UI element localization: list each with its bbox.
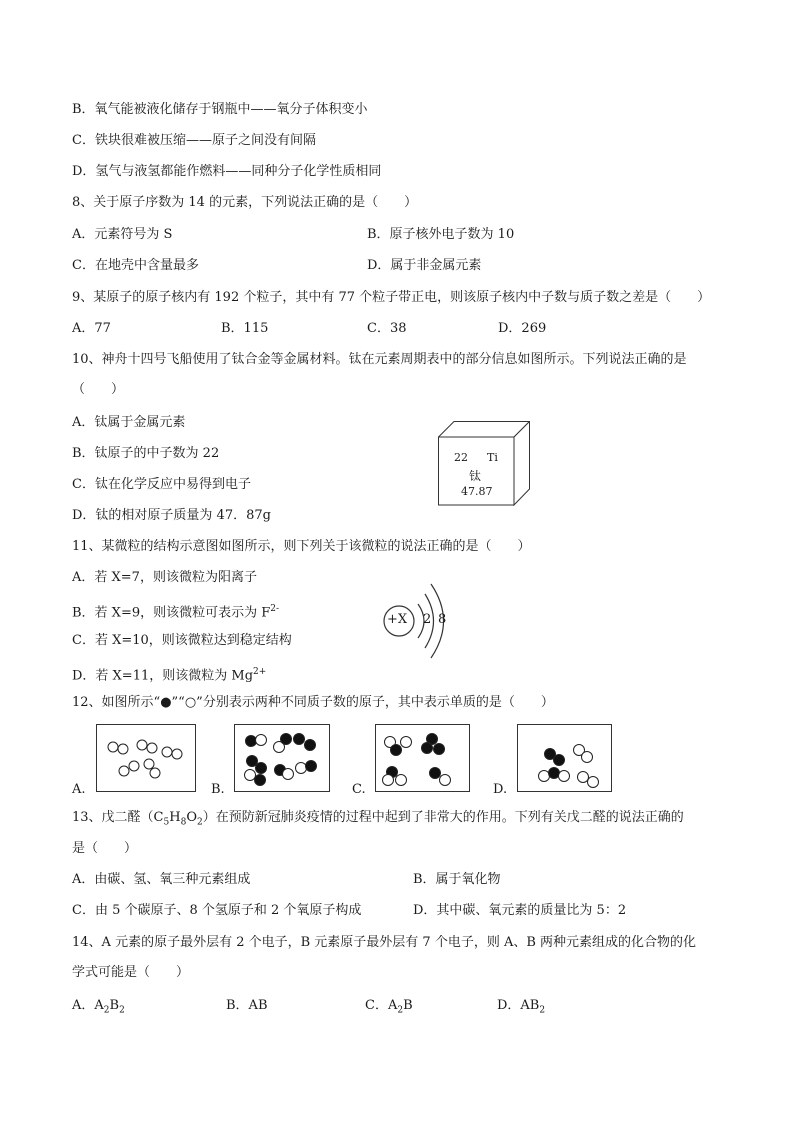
q11-option-d: D．若 X=11，则该微粒为 $Mg^{2+}$ [72, 667, 267, 684]
q14-option-a: A．$A_2B_2$ [72, 998, 125, 1016]
q12-option-a-label: A. [72, 782, 86, 797]
q14-option-c: C．$A_2B$ [365, 998, 413, 1016]
q14-stem-line1: 14、A 元素的原子最外层有 2 个电子，B 元素原子最外层有 7 个电子，则 A、B 两种元素组成的化合物的化 [72, 935, 697, 950]
q10-stem-line1: 10、神舟十四号飞船使用了钛合金等金属材料。钛在元素周期表中的部分信息如图所示。下列说法正确的是 [72, 352, 687, 367]
atomic-number: 22 [454, 451, 468, 464]
q12-stem: 12、如图所示“●”“○”分别表示两种不同质子数的原子，其中表示单质的是（ ） [72, 695, 554, 710]
titanium-element-tile [438, 421, 530, 506]
q7-option-b: B．氧气能被液化储存于钢瓶中——氧分子体积变小 [72, 102, 368, 117]
q8-stem: 8、关于原子序数为 14 的元素，下列说法正确的是（ ） [72, 195, 418, 210]
nucleus-charge: +X [387, 612, 408, 627]
q7-option-d: D．氢气与液氢都能作燃料——同种分子化学性质相同 [72, 164, 382, 179]
q13-option-c: C．由 5 个碳原子、8 个氢原子和 2 个氧原子构成 [72, 903, 362, 918]
q8-option-b: B．原子核外电子数为 10 [367, 227, 515, 242]
q10-stem-line2: （ ） [72, 382, 125, 397]
q13-stem-line1: 13、戊二醛$(C_5H_8O_2)$在预防新冠肺炎疫情的过程中起到了非常大的作用。下列有关戊二醛的说法正确的 [72, 810, 684, 828]
q14-option-d: D．$AB_2$ [497, 998, 546, 1016]
q7-option-c: C．铁块很难被压缩——原子之间没有间隔 [72, 133, 316, 148]
q12-option-b-label: B. [211, 782, 225, 797]
q13-option-d: D．其中碳、氧元素的质量比为 5：2 [413, 903, 627, 918]
q9-option-d: D．269 [498, 321, 547, 336]
q10-option-b: B．钛原子的中子数为 22 [72, 446, 220, 461]
q12-option-b-diagram [234, 724, 330, 792]
q13-option-b: B．属于氧化物 [413, 872, 501, 887]
q9-option-b: B．115 [221, 321, 269, 336]
q14-stem-line2: 学式可能是（ ） [72, 965, 190, 980]
q11-option-c: C．若 X=10，则该微粒达到稳定结构 [72, 633, 292, 648]
q10-option-c: C．钛在化学反应中易得到电子 [72, 477, 251, 492]
q13-stem-line2: 是（ ） [72, 841, 138, 856]
q8-option-d: D．属于非金属元素 [367, 258, 482, 273]
q12-option-c-label: C. [352, 782, 366, 797]
q8-option-c: C．在地壳中含量最多 [72, 258, 199, 273]
q8-option-a: A．元素符号为 S [72, 227, 173, 242]
q10-option-a: A．钛属于金属元素 [72, 415, 186, 430]
q12-option-c-diagram [375, 724, 470, 792]
atomic-mass: 47.87 [461, 485, 493, 498]
q9-option-c: C．38 [367, 321, 407, 336]
q12-option-a-diagram [96, 724, 196, 792]
q11-option-a: A．若 X=7，则该微粒为阳离子 [72, 570, 257, 585]
atom-structure-diagram [380, 582, 460, 660]
q9-stem: 9、某原子的原子核内有 192 个粒子，其中有 77 个粒子带正电，则该原子核内中子数与质子数之差是（ ） [72, 290, 711, 305]
q13-option-a: A．由碳、氢、氧三种元素组成 [72, 872, 251, 887]
q9-option-a: A．77 [72, 321, 111, 336]
q11-option-b: B．若 X=9，则该微粒可表示为 $F^{2-}$ [72, 604, 280, 621]
element-symbol: Ti [487, 451, 498, 464]
shell-1-electrons: 2 [423, 612, 432, 627]
q11-stem: 11、某微粒的结构示意图如图所示，则下列关于该微粒的说法正确的是（ ） [72, 539, 531, 554]
q10-option-d: D．钛的相对原子质量为 47．87g [72, 508, 271, 523]
shell-2-electrons: 8 [438, 612, 447, 627]
element-name: 钛 [469, 469, 482, 483]
q12-option-d-label: D. [493, 782, 508, 797]
q14-option-b: B．AB [226, 998, 268, 1013]
q12-option-d-diagram [517, 724, 612, 792]
